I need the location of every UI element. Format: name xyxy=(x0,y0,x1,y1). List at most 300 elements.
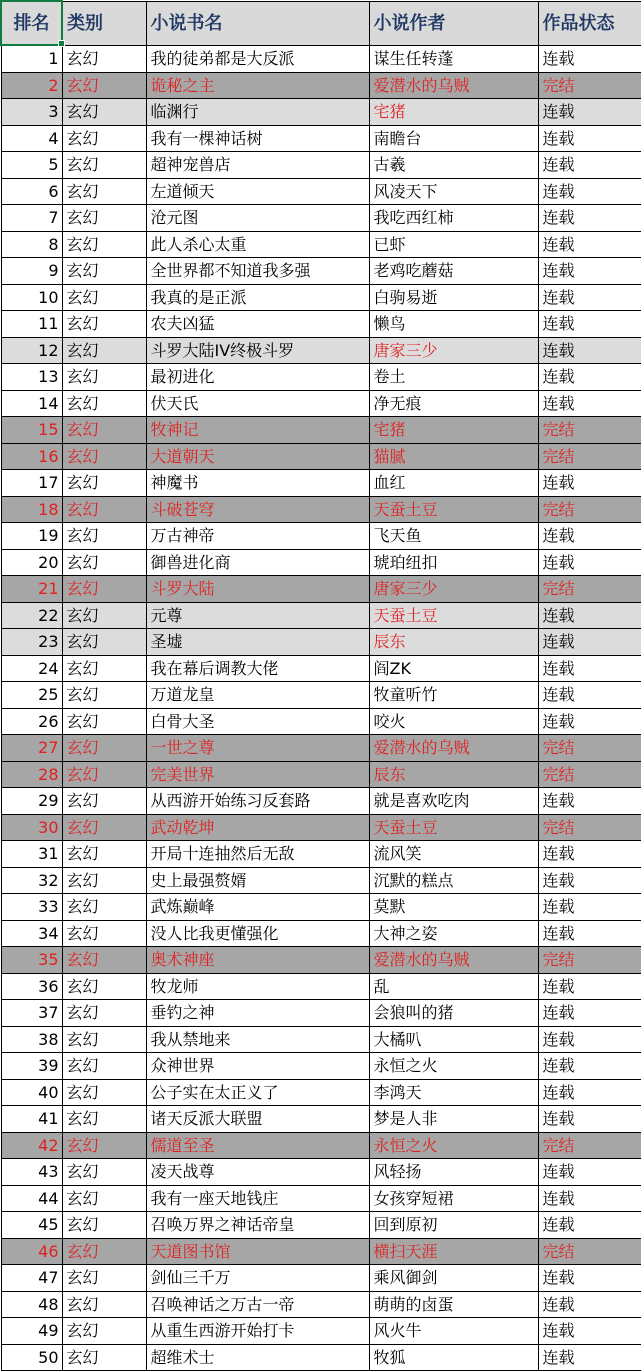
title-cell[interactable]: 垂钓之神 xyxy=(146,1000,369,1027)
rank-cell[interactable]: 11 xyxy=(1,311,62,338)
title-cell[interactable]: 完美世界 xyxy=(146,761,369,788)
status-cell[interactable]: 连载 xyxy=(538,867,641,894)
category-cell[interactable]: 玄幻 xyxy=(62,364,146,391)
category-cell[interactable]: 玄幻 xyxy=(62,1265,146,1292)
table-row xyxy=(1,311,641,338)
author-cell[interactable]: 唐家三少 xyxy=(369,576,538,603)
rank-cell[interactable]: 24 xyxy=(1,655,62,682)
title-cell[interactable]: 开局十连抽然后无敌 xyxy=(146,841,369,868)
title-cell[interactable]: 奥术神座 xyxy=(146,947,369,974)
table-row xyxy=(1,841,641,868)
status-cell[interactable]: 连载 xyxy=(538,178,641,205)
table-row xyxy=(1,1000,641,1027)
status-cell[interactable]: 连载 xyxy=(538,258,641,285)
table-row xyxy=(1,1106,641,1133)
rank-cell[interactable]: 47 xyxy=(1,1265,62,1292)
rank-cell[interactable]: 14 xyxy=(1,390,62,417)
rank-cell[interactable]: 27 xyxy=(1,735,62,762)
rank-cell[interactable]: 39 xyxy=(1,1053,62,1080)
category-cell[interactable]: 玄幻 xyxy=(62,72,146,99)
status-cell[interactable]: 连载 xyxy=(538,45,641,72)
title-cell[interactable]: 万道龙皇 xyxy=(146,682,369,709)
rank-cell[interactable]: 2 xyxy=(1,72,62,99)
title-cell[interactable]: 诡秘之主 xyxy=(146,72,369,99)
status-cell[interactable]: 完结 xyxy=(538,761,641,788)
author-cell[interactable]: 唐家三少 xyxy=(369,337,538,364)
rank-cell[interactable]: 38 xyxy=(1,1026,62,1053)
category-cell[interactable]: 玄幻 xyxy=(62,1000,146,1027)
title-cell[interactable]: 牧龙师 xyxy=(146,973,369,1000)
author-cell[interactable]: 李鸿天 xyxy=(369,1079,538,1106)
author-cell[interactable]: 辰东 xyxy=(369,761,538,788)
table-row xyxy=(1,973,641,1000)
status-cell[interactable]: 连载 xyxy=(538,311,641,338)
status-cell[interactable]: 连载 xyxy=(538,682,641,709)
author-cell[interactable]: 莫默 xyxy=(369,894,538,921)
header-rank-cell[interactable]: 排名 xyxy=(1,1,62,45)
author-cell[interactable]: 阎ZK xyxy=(369,655,538,682)
table-row xyxy=(1,867,641,894)
title-cell[interactable]: 超维术士 xyxy=(146,1344,369,1371)
title-cell[interactable]: 一世之尊 xyxy=(146,735,369,762)
category-cell[interactable]: 玄幻 xyxy=(62,735,146,762)
author-cell[interactable]: 永恒之火 xyxy=(369,1132,538,1159)
table-row xyxy=(1,1238,641,1265)
author-cell[interactable]: 沉默的糕点 xyxy=(369,867,538,894)
table-row xyxy=(1,1159,641,1186)
title-cell[interactable]: 御兽进化商 xyxy=(146,549,369,576)
rank-cell[interactable]: 44 xyxy=(1,1185,62,1212)
category-cell[interactable]: 玄幻 xyxy=(62,841,146,868)
status-cell[interactable]: 完结 xyxy=(538,496,641,523)
status-cell[interactable]: 完结 xyxy=(538,417,641,444)
category-cell[interactable]: 玄幻 xyxy=(62,788,146,815)
status-cell[interactable]: 连载 xyxy=(538,1344,641,1371)
status-cell[interactable]: 完结 xyxy=(538,814,641,841)
table-row xyxy=(1,1265,641,1292)
rank-cell[interactable]: 23 xyxy=(1,629,62,656)
table-row xyxy=(1,1212,641,1239)
title-cell[interactable]: 天道图书馆 xyxy=(146,1238,369,1265)
title-cell[interactable]: 白骨大圣 xyxy=(146,708,369,735)
author-cell[interactable]: 流风笑 xyxy=(369,841,538,868)
title-cell[interactable]: 武动乾坤 xyxy=(146,814,369,841)
status-cell[interactable]: 连载 xyxy=(538,1291,641,1318)
category-cell[interactable]: 玄幻 xyxy=(62,947,146,974)
category-cell[interactable]: 玄幻 xyxy=(62,549,146,576)
title-cell[interactable]: 我的徒弟都是大反派 xyxy=(146,45,369,72)
table-row xyxy=(1,708,641,735)
title-cell[interactable]: 我有一座天地钱庄 xyxy=(146,1185,369,1212)
category-cell[interactable]: 玄幻 xyxy=(62,231,146,258)
title-cell[interactable]: 我有一棵神话树 xyxy=(146,125,369,152)
title-cell[interactable]: 众神世界 xyxy=(146,1053,369,1080)
table-row xyxy=(1,1344,641,1371)
title-cell[interactable]: 武炼巅峰 xyxy=(146,894,369,921)
rank-cell[interactable]: 29 xyxy=(1,788,62,815)
rank-cell[interactable]: 21 xyxy=(1,576,62,603)
title-cell[interactable]: 圣墟 xyxy=(146,629,369,656)
title-cell[interactable]: 斗罗大陆IV终极斗罗 xyxy=(146,337,369,364)
category-cell[interactable]: 玄幻 xyxy=(62,1132,146,1159)
title-cell[interactable]: 此人杀心太重 xyxy=(146,231,369,258)
title-cell[interactable]: 最初进化 xyxy=(146,364,369,391)
status-cell[interactable]: 连载 xyxy=(538,337,641,364)
status-cell[interactable]: 连载 xyxy=(538,655,641,682)
author-cell[interactable]: 辰东 xyxy=(369,629,538,656)
status-cell[interactable]: 连载 xyxy=(538,549,641,576)
category-cell[interactable]: 玄幻 xyxy=(62,973,146,1000)
category-cell[interactable]: 玄幻 xyxy=(62,178,146,205)
category-cell[interactable]: 玄幻 xyxy=(62,682,146,709)
rank-cell[interactable]: 5 xyxy=(1,152,62,179)
author-cell[interactable]: 横扫天涯 xyxy=(369,1238,538,1265)
table-row xyxy=(1,390,641,417)
table-row xyxy=(1,1026,641,1053)
rank-cell[interactable]: 49 xyxy=(1,1318,62,1345)
author-cell[interactable]: 牧童听竹 xyxy=(369,682,538,709)
table-row xyxy=(1,284,641,311)
status-cell[interactable]: 连载 xyxy=(538,1053,641,1080)
header-author-cell[interactable]: 小说作者 xyxy=(369,1,538,45)
category-cell[interactable]: 玄幻 xyxy=(62,814,146,841)
table-row xyxy=(1,761,641,788)
author-cell[interactable]: 会狼叫的猪 xyxy=(369,1000,538,1027)
status-cell[interactable]: 完结 xyxy=(538,1238,641,1265)
status-cell[interactable]: 连载 xyxy=(538,629,641,656)
status-cell[interactable]: 连载 xyxy=(538,788,641,815)
author-cell[interactable]: 宅猪 xyxy=(369,417,538,444)
rank-cell[interactable]: 13 xyxy=(1,364,62,391)
status-cell[interactable]: 连载 xyxy=(538,1106,641,1133)
rank-cell[interactable]: 41 xyxy=(1,1106,62,1133)
table-row xyxy=(1,602,641,629)
category-cell[interactable]: 玄幻 xyxy=(62,205,146,232)
status-cell[interactable]: 连载 xyxy=(538,1026,641,1053)
rank-cell[interactable]: 35 xyxy=(1,947,62,974)
table-row xyxy=(1,549,641,576)
title-cell[interactable]: 左道倾天 xyxy=(146,178,369,205)
author-cell[interactable]: 大神之姿 xyxy=(369,920,538,947)
title-cell[interactable]: 从西游开始练习反套路 xyxy=(146,788,369,815)
category-cell[interactable]: 玄幻 xyxy=(62,337,146,364)
title-cell[interactable]: 史上最强赘婿 xyxy=(146,867,369,894)
rank-cell[interactable]: 4 xyxy=(1,125,62,152)
table-row xyxy=(1,125,641,152)
table-row xyxy=(1,735,641,762)
rank-cell[interactable]: 40 xyxy=(1,1079,62,1106)
author-cell[interactable]: 已虾 xyxy=(369,231,538,258)
status-cell[interactable]: 连载 xyxy=(538,125,641,152)
author-cell[interactable]: 白驹易逝 xyxy=(369,284,538,311)
category-cell[interactable]: 玄幻 xyxy=(62,496,146,523)
title-cell[interactable]: 农夫凶猛 xyxy=(146,311,369,338)
table-row xyxy=(1,1291,641,1318)
rank-cell[interactable]: 50 xyxy=(1,1344,62,1371)
author-cell[interactable]: 天蚕土豆 xyxy=(369,602,538,629)
table-row xyxy=(1,1132,641,1159)
category-cell[interactable]: 玄幻 xyxy=(62,1318,146,1345)
category-cell[interactable]: 玄幻 xyxy=(62,258,146,285)
author-cell[interactable]: 卷土 xyxy=(369,364,538,391)
category-cell[interactable]: 玄幻 xyxy=(62,443,146,470)
author-cell[interactable]: 乘风御剑 xyxy=(369,1265,538,1292)
rank-cell[interactable]: 48 xyxy=(1,1291,62,1318)
author-cell[interactable]: 梦是人非 xyxy=(369,1106,538,1133)
rank-cell[interactable]: 42 xyxy=(1,1132,62,1159)
title-cell[interactable]: 元尊 xyxy=(146,602,369,629)
rank-cell[interactable]: 7 xyxy=(1,205,62,232)
rank-cell[interactable]: 25 xyxy=(1,682,62,709)
table-row xyxy=(1,45,641,72)
status-cell[interactable]: 完结 xyxy=(538,72,641,99)
table-row xyxy=(1,72,641,99)
status-cell[interactable]: 完结 xyxy=(538,1132,641,1159)
category-cell[interactable]: 玄幻 xyxy=(62,920,146,947)
rank-cell[interactable]: 34 xyxy=(1,920,62,947)
rank-cell[interactable]: 46 xyxy=(1,1238,62,1265)
author-cell[interactable]: 萌萌的卤蛋 xyxy=(369,1291,538,1318)
category-cell[interactable]: 玄幻 xyxy=(62,1106,146,1133)
table-row xyxy=(1,1318,641,1345)
title-cell[interactable]: 儒道至圣 xyxy=(146,1132,369,1159)
title-cell[interactable]: 召唤神话之万古一帝 xyxy=(146,1291,369,1318)
status-cell[interactable]: 连载 xyxy=(538,152,641,179)
title-cell[interactable]: 斗破苍穹 xyxy=(146,496,369,523)
author-cell[interactable]: 牧狐 xyxy=(369,1344,538,1371)
rank-cell[interactable]: 17 xyxy=(1,470,62,497)
author-cell[interactable]: 天蚕土豆 xyxy=(369,814,538,841)
table-row xyxy=(1,947,641,974)
status-cell[interactable]: 连载 xyxy=(538,602,641,629)
header-status-cell[interactable]: 作品状态 xyxy=(538,1,641,45)
table-row xyxy=(1,178,641,205)
title-cell[interactable]: 我真的是正派 xyxy=(146,284,369,311)
category-cell[interactable]: 玄幻 xyxy=(62,629,146,656)
category-cell[interactable]: 玄幻 xyxy=(62,894,146,921)
table-row xyxy=(1,1079,641,1106)
table-row xyxy=(1,1185,641,1212)
author-cell[interactable]: 风火牛 xyxy=(369,1318,538,1345)
rank-cell[interactable]: 26 xyxy=(1,708,62,735)
title-cell[interactable]: 公子实在太正义了 xyxy=(146,1079,369,1106)
status-cell[interactable]: 连载 xyxy=(538,205,641,232)
category-cell[interactable]: 玄幻 xyxy=(62,45,146,72)
rank-cell[interactable]: 16 xyxy=(1,443,62,470)
status-cell[interactable]: 连载 xyxy=(538,973,641,1000)
category-cell[interactable]: 玄幻 xyxy=(62,152,146,179)
category-cell[interactable]: 玄幻 xyxy=(62,470,146,497)
rank-cell[interactable]: 37 xyxy=(1,1000,62,1027)
status-cell[interactable]: 连载 xyxy=(538,894,641,921)
table-row xyxy=(1,364,641,391)
author-cell[interactable]: 回到原初 xyxy=(369,1212,538,1239)
rank-cell[interactable]: 3 xyxy=(1,99,62,126)
rank-cell[interactable]: 9 xyxy=(1,258,62,285)
author-cell[interactable]: 大橘叭 xyxy=(369,1026,538,1053)
rank-cell[interactable]: 18 xyxy=(1,496,62,523)
title-cell[interactable]: 沧元图 xyxy=(146,205,369,232)
table-row xyxy=(1,814,641,841)
author-cell[interactable]: 永恒之火 xyxy=(369,1053,538,1080)
title-cell[interactable]: 万古神帝 xyxy=(146,523,369,550)
rank-cell[interactable]: 28 xyxy=(1,761,62,788)
author-cell[interactable]: 飞天鱼 xyxy=(369,523,538,550)
title-cell[interactable]: 超神宠兽店 xyxy=(146,152,369,179)
category-cell[interactable]: 玄幻 xyxy=(62,1053,146,1080)
rank-cell[interactable]: 20 xyxy=(1,549,62,576)
status-cell[interactable]: 完结 xyxy=(538,947,641,974)
title-cell[interactable]: 临渊行 xyxy=(146,99,369,126)
title-cell[interactable]: 牧神记 xyxy=(146,417,369,444)
author-cell[interactable]: 爱潜水的乌贼 xyxy=(369,72,538,99)
status-cell[interactable]: 连载 xyxy=(538,1185,641,1212)
rank-cell[interactable]: 30 xyxy=(1,814,62,841)
status-cell[interactable]: 连载 xyxy=(538,364,641,391)
rank-cell[interactable]: 6 xyxy=(1,178,62,205)
author-cell[interactable]: 老鸡吃蘑菇 xyxy=(369,258,538,285)
status-cell[interactable]: 连载 xyxy=(538,841,641,868)
table-row xyxy=(1,523,641,550)
author-cell[interactable]: 净无痕 xyxy=(369,390,538,417)
header-category-cell[interactable]: 类别 xyxy=(62,1,146,45)
category-cell[interactable]: 玄幻 xyxy=(62,867,146,894)
rank-cell[interactable]: 31 xyxy=(1,841,62,868)
title-cell[interactable]: 没人比我更懂强化 xyxy=(146,920,369,947)
status-cell[interactable]: 完结 xyxy=(538,735,641,762)
rank-cell[interactable]: 36 xyxy=(1,973,62,1000)
title-cell[interactable]: 神魔书 xyxy=(146,470,369,497)
title-cell[interactable]: 我在幕后调教大佬 xyxy=(146,655,369,682)
title-cell[interactable]: 剑仙三千万 xyxy=(146,1265,369,1292)
status-cell[interactable]: 连载 xyxy=(538,523,641,550)
status-cell[interactable]: 连载 xyxy=(538,708,641,735)
title-cell[interactable]: 我从禁地来 xyxy=(146,1026,369,1053)
category-cell[interactable]: 玄幻 xyxy=(62,655,146,682)
table-row xyxy=(1,788,641,815)
author-cell[interactable]: 风轻扬 xyxy=(369,1159,538,1186)
category-cell[interactable]: 玄幻 xyxy=(62,1159,146,1186)
status-cell[interactable]: 连载 xyxy=(538,1159,641,1186)
table-row xyxy=(1,443,641,470)
title-cell[interactable]: 伏天氏 xyxy=(146,390,369,417)
category-cell[interactable]: 玄幻 xyxy=(62,1212,146,1239)
author-cell[interactable]: 天蚕土豆 xyxy=(369,496,538,523)
rank-cell[interactable]: 12 xyxy=(1,337,62,364)
author-cell[interactable]: 宅猪 xyxy=(369,99,538,126)
author-cell[interactable]: 爱潜水的乌贼 xyxy=(369,735,538,762)
rank-cell[interactable]: 19 xyxy=(1,523,62,550)
category-cell[interactable]: 玄幻 xyxy=(62,1344,146,1371)
title-cell[interactable]: 召唤万界之神话帝皇 xyxy=(146,1212,369,1239)
category-cell[interactable]: 玄幻 xyxy=(62,523,146,550)
author-cell[interactable]: 琥珀纽扣 xyxy=(369,549,538,576)
rank-cell[interactable]: 22 xyxy=(1,602,62,629)
author-cell[interactable]: 女孩穿短裙 xyxy=(369,1185,538,1212)
title-cell[interactable]: 斗罗大陆 xyxy=(146,576,369,603)
header-row xyxy=(1,1,641,45)
author-cell[interactable]: 咬火 xyxy=(369,708,538,735)
author-cell[interactable]: 风凌天下 xyxy=(369,178,538,205)
author-cell[interactable]: 古羲 xyxy=(369,152,538,179)
table-row xyxy=(1,682,641,709)
category-cell[interactable]: 玄幻 xyxy=(62,284,146,311)
author-cell[interactable]: 血红 xyxy=(369,470,538,497)
status-cell[interactable]: 连载 xyxy=(538,470,641,497)
header-title-cell[interactable]: 小说书名 xyxy=(146,1,369,45)
title-cell[interactable]: 大道朝天 xyxy=(146,443,369,470)
table-row xyxy=(1,231,641,258)
category-cell[interactable]: 玄幻 xyxy=(62,125,146,152)
category-cell[interactable]: 玄幻 xyxy=(62,99,146,126)
category-cell[interactable]: 玄幻 xyxy=(62,761,146,788)
table-row xyxy=(1,894,641,921)
status-cell[interactable]: 连载 xyxy=(538,390,641,417)
rank-cell[interactable]: 45 xyxy=(1,1212,62,1239)
category-cell[interactable]: 玄幻 xyxy=(62,311,146,338)
status-cell[interactable]: 连载 xyxy=(538,1212,641,1239)
table-row xyxy=(1,629,641,656)
status-cell[interactable]: 连载 xyxy=(538,1079,641,1106)
rank-cell[interactable]: 43 xyxy=(1,1159,62,1186)
author-cell[interactable]: 懒鸟 xyxy=(369,311,538,338)
status-cell[interactable]: 连载 xyxy=(538,284,641,311)
status-cell[interactable]: 连载 xyxy=(538,231,641,258)
category-cell[interactable]: 玄幻 xyxy=(62,1185,146,1212)
rank-cell[interactable]: 8 xyxy=(1,231,62,258)
status-cell[interactable]: 完结 xyxy=(538,576,641,603)
category-cell[interactable]: 玄幻 xyxy=(62,417,146,444)
author-cell[interactable]: 猫腻 xyxy=(369,443,538,470)
table-row xyxy=(1,920,641,947)
rank-cell[interactable]: 15 xyxy=(1,417,62,444)
table-row xyxy=(1,99,641,126)
category-cell[interactable]: 玄幻 xyxy=(62,602,146,629)
status-cell[interactable]: 连载 xyxy=(538,1000,641,1027)
table-row xyxy=(1,205,641,232)
title-cell[interactable]: 从重生西游开始打卡 xyxy=(146,1318,369,1345)
table-row xyxy=(1,417,641,444)
rank-cell[interactable]: 1 xyxy=(1,45,62,72)
status-cell[interactable]: 连载 xyxy=(538,920,641,947)
author-cell[interactable]: 我吃西红柿 xyxy=(369,205,538,232)
rank-cell[interactable]: 32 xyxy=(1,867,62,894)
title-cell[interactable]: 凌天战尊 xyxy=(146,1159,369,1186)
table-row xyxy=(1,337,641,364)
selection-fill-handle[interactable] xyxy=(58,40,65,47)
rank-cell[interactable]: 10 xyxy=(1,284,62,311)
status-cell[interactable]: 连载 xyxy=(538,99,641,126)
rank-cell[interactable]: 33 xyxy=(1,894,62,921)
category-cell[interactable]: 玄幻 xyxy=(62,576,146,603)
status-cell[interactable]: 完结 xyxy=(538,443,641,470)
category-cell[interactable]: 玄幻 xyxy=(62,1291,146,1318)
status-cell[interactable]: 连载 xyxy=(538,1318,641,1345)
category-cell[interactable]: 玄幻 xyxy=(62,390,146,417)
category-cell[interactable]: 玄幻 xyxy=(62,708,146,735)
title-cell[interactable]: 全世界都不知道我多强 xyxy=(146,258,369,285)
title-cell[interactable]: 诸天反派大联盟 xyxy=(146,1106,369,1133)
author-cell[interactable]: 南瞻台 xyxy=(369,125,538,152)
category-cell[interactable]: 玄幻 xyxy=(62,1238,146,1265)
author-cell[interactable]: 乱 xyxy=(369,973,538,1000)
author-cell[interactable]: 就是喜欢吃肉 xyxy=(369,788,538,815)
category-cell[interactable]: 玄幻 xyxy=(62,1026,146,1053)
author-cell[interactable]: 爱潜水的乌贼 xyxy=(369,947,538,974)
author-cell[interactable]: 谋生任转蓬 xyxy=(369,45,538,72)
status-cell[interactable]: 连载 xyxy=(538,1265,641,1292)
category-cell[interactable]: 玄幻 xyxy=(62,1079,146,1106)
